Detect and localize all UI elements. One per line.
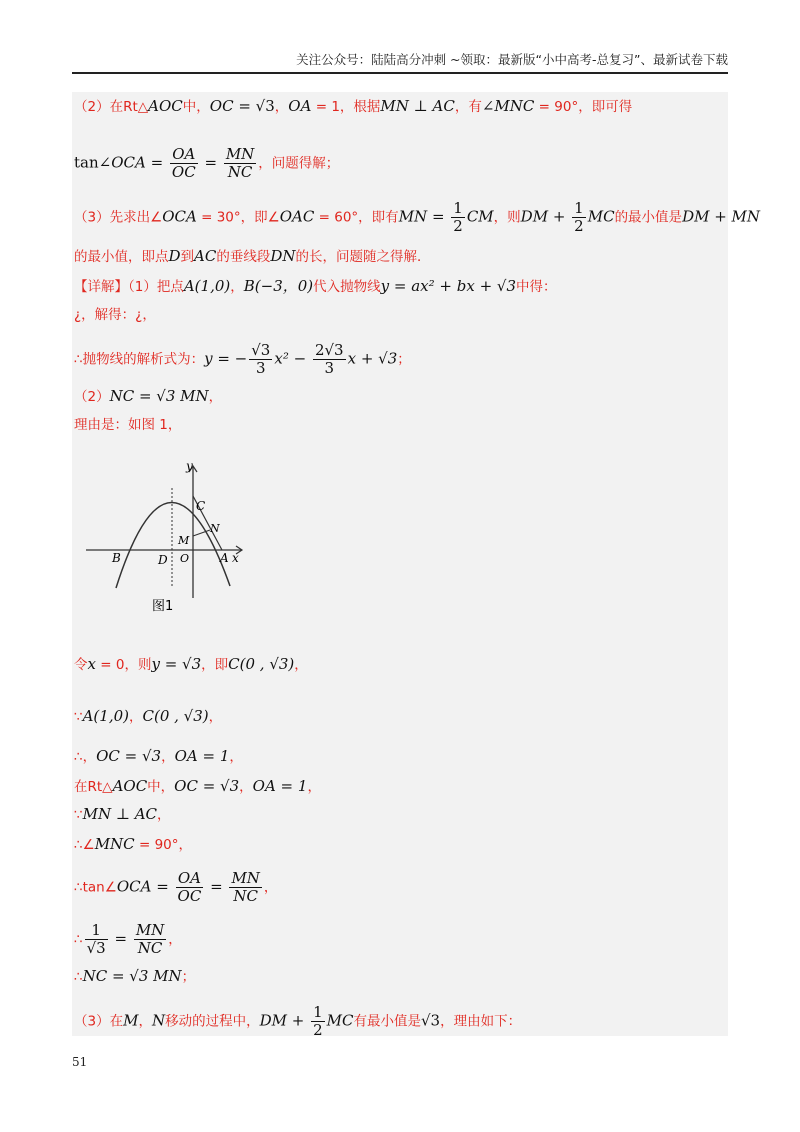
math: DM +	[259, 1011, 310, 1030]
numerator: √3	[251, 341, 271, 359]
text: ∴	[74, 969, 83, 985]
text: 的长，问题随之得解．	[295, 249, 431, 265]
detail-line-result	[74, 966, 195, 987]
fraction	[311, 1004, 325, 1039]
math: = √	[233, 97, 266, 115]
parabola-expression-line	[74, 342, 411, 377]
text: = 0，则	[95, 657, 152, 673]
text: Rt	[123, 99, 138, 115]
detail-line-1	[74, 276, 557, 297]
text: ，	[208, 389, 223, 405]
numerator: 1	[453, 199, 463, 217]
math: √3	[420, 1011, 441, 1030]
label-x: x	[232, 551, 239, 565]
text: 理由是：如图 1，	[74, 417, 182, 433]
fraction	[229, 870, 261, 905]
detail-line-2	[74, 304, 156, 325]
text: 移动的过程中，	[165, 1013, 260, 1030]
label-b: B	[112, 551, 121, 565]
denominator: NC	[233, 887, 258, 905]
detail-line-therefore	[74, 746, 243, 767]
numerator: MN	[231, 869, 260, 887]
parabola-figure	[82, 458, 262, 618]
text: ；	[181, 969, 196, 985]
text: ，	[157, 807, 171, 823]
math: MNC	[94, 835, 135, 853]
text: 中，	[147, 779, 175, 795]
analysis-tan-line	[74, 146, 339, 181]
math: AC	[194, 247, 217, 265]
reason-line	[74, 414, 181, 435]
text: ，理由如下：	[440, 1013, 522, 1030]
detail-line-perp	[74, 804, 171, 825]
denominator: √3	[86, 939, 106, 957]
text: 的垂线段	[216, 249, 271, 265]
text: ¿，解得：¿，	[74, 307, 156, 323]
text: ∴∠	[74, 837, 95, 853]
text: = 30°，即∠	[196, 209, 280, 226]
math: OC = √3	[96, 747, 162, 765]
math: B(−3，0)	[243, 277, 314, 295]
math: y = ax² + bx + √3	[380, 277, 517, 295]
math: OCA	[162, 207, 197, 226]
label-o: O	[180, 552, 190, 565]
math: NC = √3 MN	[109, 387, 209, 405]
page-header: 关注公众号：陆陆高分冲刺 ~领取：最新版“小中高考-总复习”、最新试卷下载	[296, 52, 728, 67]
label-d: D	[158, 553, 168, 567]
header-rule	[72, 72, 728, 74]
part3-claim	[74, 1004, 521, 1039]
text: △	[137, 99, 149, 115]
math: =	[145, 153, 168, 172]
denominator: 2	[313, 1021, 323, 1039]
math: MC	[326, 1011, 354, 1030]
analysis-line-2	[74, 96, 632, 117]
math: MN ⊥ AC	[380, 97, 455, 115]
math: AOC	[148, 97, 183, 115]
page-number: 51	[72, 1055, 88, 1069]
text: ，	[239, 779, 253, 795]
math: A(1,0)	[183, 277, 231, 295]
fraction	[451, 200, 465, 235]
denominator: 2	[453, 217, 463, 235]
text: ，问题得解；	[258, 155, 340, 172]
text: ，	[229, 749, 243, 765]
detail-line-rt	[74, 776, 321, 797]
text: ，即	[201, 657, 229, 673]
denominator: OC	[177, 887, 202, 905]
math: x + √3	[347, 349, 398, 368]
text: ，	[294, 657, 308, 673]
detail-line-tan	[74, 870, 277, 905]
math: MN	[398, 207, 428, 226]
part2-claim	[74, 386, 222, 407]
math: =	[199, 153, 222, 172]
text: ；	[397, 351, 411, 368]
text: ∴，	[74, 749, 97, 765]
math: =	[205, 877, 228, 896]
math: ∠MNC	[481, 97, 535, 115]
text: ，	[230, 279, 244, 295]
math: A(1,0)	[82, 707, 129, 725]
math: D	[168, 247, 181, 265]
text: （2）	[74, 389, 110, 405]
math: OCA	[116, 877, 152, 896]
denominator: 3	[324, 359, 335, 377]
math: DM + MN	[682, 207, 761, 226]
math: OA	[288, 97, 312, 115]
math: N	[151, 1011, 166, 1030]
numerator: 1	[313, 1003, 323, 1021]
detail-line-because	[74, 706, 222, 727]
parabola-curve	[116, 502, 230, 588]
math: OA = 1	[252, 777, 308, 795]
text: ∴tan∠	[74, 879, 117, 896]
math: MN ⊥ AC	[82, 805, 158, 823]
label-a: A	[220, 551, 229, 565]
numerator: OA	[176, 870, 204, 888]
numerator: OA	[170, 146, 198, 164]
math: DM	[520, 207, 549, 226]
label-n: N	[210, 522, 220, 535]
math: y = √3	[151, 655, 202, 673]
math: OC = √3	[174, 777, 240, 795]
math: OA = 1	[174, 747, 230, 765]
text: 中，	[182, 99, 210, 115]
text: 在Rt△	[74, 779, 113, 795]
numerator: 1	[85, 922, 108, 940]
fraction	[176, 870, 204, 905]
text: ，	[129, 709, 143, 725]
math: x² −	[274, 349, 311, 368]
math: OC	[209, 97, 234, 115]
text: （2）在	[74, 99, 124, 115]
math: +	[548, 207, 571, 226]
fraction	[134, 922, 166, 957]
text: 【详解】（1）把点	[74, 279, 184, 295]
denominator: NC	[227, 163, 253, 181]
fraction	[249, 342, 272, 377]
text: （3）在	[74, 1013, 124, 1030]
text: 的最小值是	[614, 209, 683, 226]
detail-line-c	[74, 654, 308, 675]
fraction	[224, 146, 256, 181]
figure-caption: 图1	[152, 599, 174, 614]
text: ，则	[493, 209, 521, 226]
math: =	[109, 929, 132, 948]
detail-line-ratio	[74, 922, 182, 957]
denominator: NC	[137, 939, 163, 957]
math: DN	[270, 247, 296, 265]
text: ∵	[74, 709, 83, 725]
text: ，	[161, 749, 175, 765]
text: ，	[307, 779, 321, 795]
numerator: 1	[574, 199, 584, 217]
math: =	[427, 207, 450, 226]
text: ，	[263, 879, 278, 896]
math: AOC	[112, 777, 148, 795]
fraction	[170, 146, 198, 181]
math: tan∠	[74, 153, 112, 172]
text: ，	[138, 1013, 152, 1030]
text: 中得：	[516, 279, 557, 295]
label-y: y	[186, 459, 193, 473]
math: C(0 , √3)	[142, 707, 209, 725]
math: OCA	[111, 153, 146, 172]
math: NC = √3 MN	[82, 967, 182, 985]
text: ∴	[74, 931, 83, 948]
text: ∴抛物线的解析式为：	[74, 351, 205, 368]
label-m: M	[178, 534, 190, 547]
text: = 60°，即有	[314, 209, 399, 226]
text: ∵	[74, 807, 83, 823]
text: = 90°，	[134, 837, 192, 853]
text: 代入抛物线	[313, 279, 381, 295]
text: 到	[180, 249, 195, 265]
label-c: C	[196, 499, 206, 513]
analysis-line-4	[74, 246, 431, 267]
text: = 1，根据	[311, 99, 381, 115]
fraction	[313, 342, 346, 377]
analysis-line-3	[74, 200, 760, 235]
math: MC	[587, 207, 615, 226]
math: y = −	[204, 349, 248, 368]
denominator: 3	[256, 359, 266, 377]
text: ，	[168, 931, 182, 948]
detail-line-angle	[74, 834, 192, 855]
fraction	[572, 200, 586, 235]
denominator: OC	[171, 163, 196, 181]
fraction	[85, 922, 108, 957]
math: 3	[265, 97, 275, 115]
math: CM	[466, 207, 494, 226]
math: x	[87, 655, 96, 673]
numerator: 2√3	[314, 341, 344, 359]
numerator: MN	[135, 921, 165, 939]
math: =	[151, 877, 174, 896]
text: 令	[74, 657, 88, 673]
text: 有最小值是	[353, 1013, 421, 1030]
math: OAC	[279, 207, 315, 226]
text: ，	[208, 709, 223, 725]
math: M	[123, 1011, 139, 1030]
denominator: 2	[574, 217, 584, 235]
text: （3）先求出∠	[74, 209, 163, 226]
text: = 90°，即可得	[534, 99, 633, 115]
text: 的最小值，即点	[74, 249, 169, 265]
text: ，有	[454, 99, 482, 115]
text: ，	[274, 99, 289, 115]
numerator: MN	[225, 145, 255, 163]
math: C(0 , √3)	[228, 655, 295, 673]
